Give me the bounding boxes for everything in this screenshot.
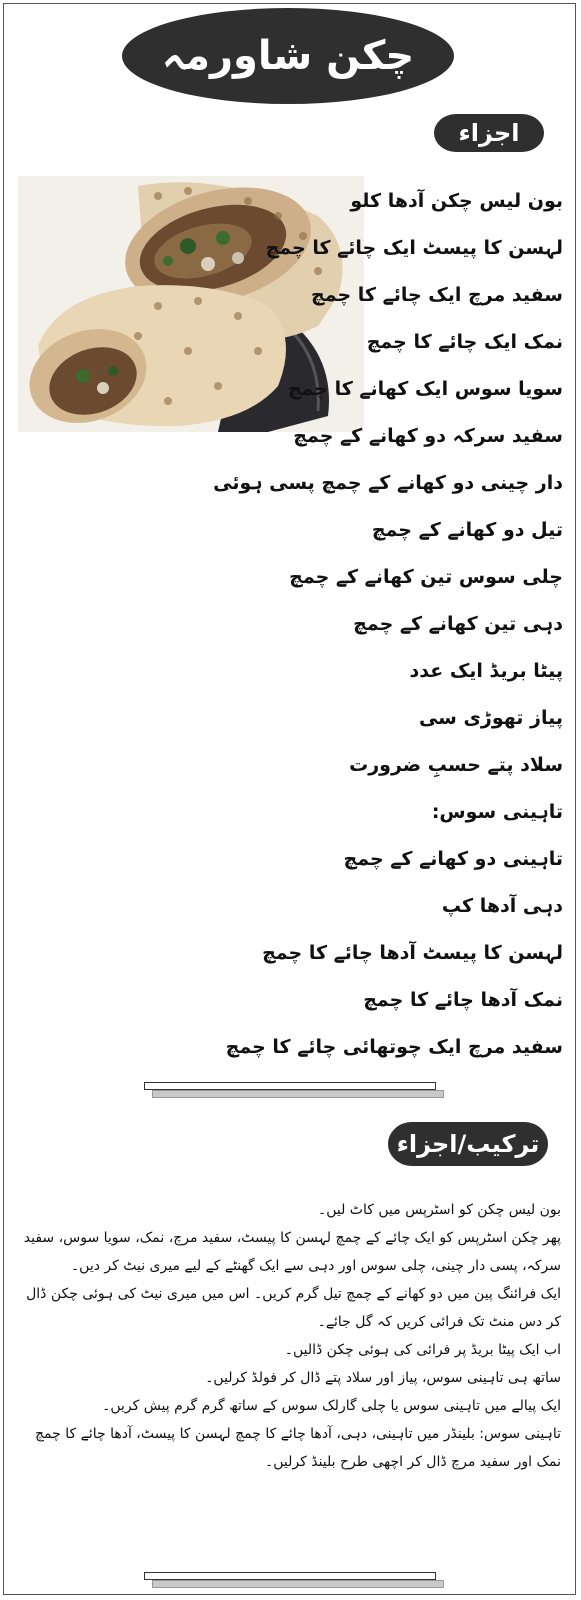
method-step: ساتھ ہی تاہینی سوس، پیاز اور سلاد پتے ڈال کر فولڈ کرلیں۔ — [205, 1370, 561, 1386]
ingredient-item: لہسن کا پیسٹ ایک چائے کا چمچ — [265, 237, 563, 259]
ingredients-heading-tag — [434, 114, 544, 152]
ingredient-item: تیل دو کھانے کے چمچ — [371, 519, 563, 541]
ingredient-item: سلاد پتے حسبِ ضرورت — [349, 754, 563, 776]
ingredient-item: سفید سرکہ دو کھانے کے چمچ — [293, 425, 563, 447]
divider-shadow — [152, 1090, 444, 1098]
ingredient-subheading: تاہینی سوس: — [431, 801, 563, 823]
method-step: اب ایک پیٹا بریڈ پر فرائی کی ہوئی چکن ڈالیں۔ — [284, 1342, 561, 1358]
method-step: پھر چکن اسٹرپس کو ایک چائے کے چمچ لہسن کا پیسٹ، سفید مرچ، نمک، سویا سوس، سفید سرکہ، پسی دار چینی، چلی سوس اور دہی سے ایک گھنٹے کے لیے میری نیٹ کر دیں۔ — [23, 1230, 561, 1274]
ingredient-item: سفید مرچ ایک چوتھائی چائے کا چمچ — [225, 1036, 563, 1058]
ingredients-heading: اجزاء — [458, 119, 520, 147]
method-step: تاہینی سوس: بلینڈر میں تاہینی، دہی، آدھا چائے کا چمچ لہسن کا پیسٹ، آدھا چائے کا چمچ نمک اور سفید مرچ ڈال کر اچھی طرح بلینڈ کرلیں۔ — [35, 1426, 561, 1470]
ingredient-item: پیاز تھوڑی سی — [418, 707, 563, 729]
ingredient-item: نمک ایک چائے کا چمچ — [366, 331, 563, 353]
ingredient-item: دار چینی دو کھانے کے چمچ پسی ہوئی — [213, 472, 563, 494]
ingredient-item: نمک آدھا چائے کا چمچ — [363, 989, 563, 1011]
bottom-divider — [144, 1572, 436, 1580]
ingredient-item: دہی تین کھانے کے چمچ — [353, 613, 563, 635]
title-banner — [122, 8, 454, 104]
ingredient-item: دہی آدھا کپ — [441, 895, 563, 917]
divider — [144, 1082, 436, 1090]
ingredient-item: تاہینی دو کھانے کے چمچ — [343, 848, 563, 870]
ingredient-item: پیٹا بریڈ ایک عدد — [409, 660, 563, 682]
method-heading: ترکیب/اجزاء — [396, 1130, 540, 1158]
ingredient-item: بون لیس چکن آدھا کلو — [350, 190, 563, 212]
ingredient-item: لہسن کا پیسٹ آدھا چائے کا چمچ — [262, 942, 563, 964]
ingredient-item: سفید مرچ ایک چائے کا چمچ — [311, 284, 563, 306]
method-step: ایک فرائنگ پین میں دو کھانے کے چمچ تیل گرم کریں۔ اس میں میری نیٹ کی ہوئی چکن ڈال کر دس منٹ تک فرائی کریں کہ گل جائے۔ — [26, 1286, 561, 1330]
method-text — [18, 1196, 561, 1476]
ingredient-item: چلی سوس تین کھانے کے چمچ — [289, 566, 563, 588]
ingredients-list — [203, 178, 563, 1071]
method-step: ایک پیالے میں تاہینی سوس یا چلی گارلک سوس کے ساتھ گرم گرم پیش کریں۔ — [102, 1398, 561, 1414]
method-step: بون لیس چکن کو اسٹرپس میں کاٹ لیں۔ — [318, 1202, 561, 1218]
bottom-divider-shadow — [152, 1580, 444, 1588]
ingredient-item: سویا سوس ایک کھانے کا چمچ — [287, 378, 563, 400]
method-heading-tag — [388, 1122, 548, 1166]
recipe-title: چکن شاورمہ — [161, 33, 415, 79]
